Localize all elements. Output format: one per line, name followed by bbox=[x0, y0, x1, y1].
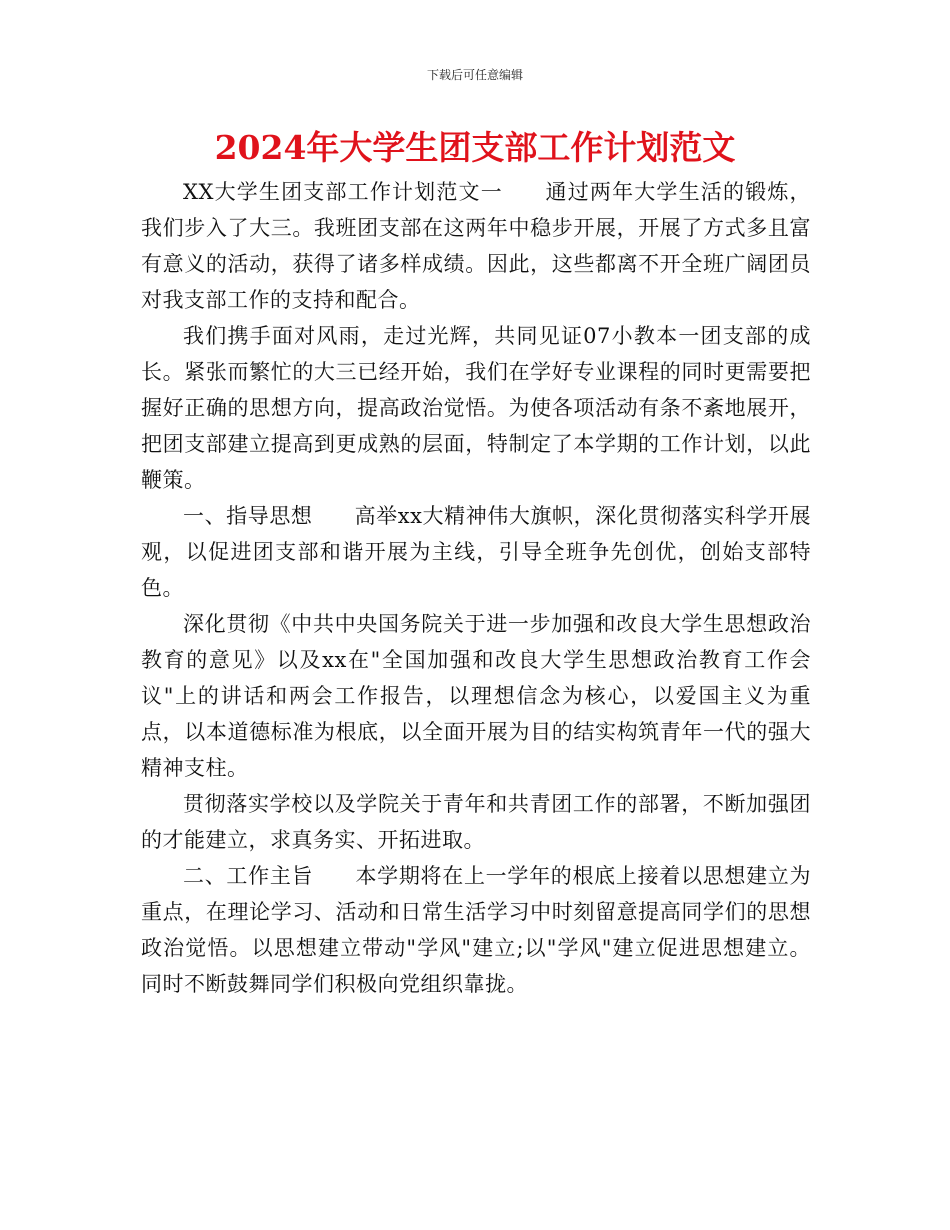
paragraph-intro bbox=[141, 174, 811, 318]
paragraph-text: 高举xx大精神伟大旗帜，深化贯彻落实科学开展观，以促进团支部和谐开展为主线，引导全班争先创优，创始支部特色。 bbox=[141, 504, 811, 600]
paragraph-implementation bbox=[141, 606, 811, 786]
paragraph-deployment bbox=[141, 786, 811, 858]
paragraph-lead: XX大学生团支部工作计划范文一 bbox=[183, 180, 503, 204]
paragraph-text: 通过两年大学生活的锻炼，我们步入了大三。我班团支部在这两年中稳步开展，开展了方式多且富有意义的活动，获得了诸多样成绩。因此，这些都离不开全班广阔团员对我支部工作的支持和配合。 bbox=[141, 180, 811, 312]
paragraph-work-purpose bbox=[141, 858, 811, 1002]
paragraph-text: 我们携手面对风雨，走过光辉，共同见证07小教本一团支部的成长。紧张而繁忙的大三已经开始，我们在学好专业课程的同时更需要把握好正确的思想方向，提高政治觉悟。为使各项活动有条不紊地展开，把团支部建立提高到更成熟的层面，特制定了本学期的工作计划，以此鞭策。 bbox=[141, 324, 811, 492]
document-title: 2024年大学生团支部工作计划范文 bbox=[214, 128, 736, 167]
paragraph-text: 深化贯彻《中共中央国务院关于进一步加强和改良大学生思想政治教育的意见》以及xx在"全国加强和改良大学生思想政治教育工作会议"上的讲话和两会工作报告，以理想信念为核心，以爱国主义为重点，以本道德标准为根底，以全面开展为目的结实构筑青年一代的强大精神支柱。 bbox=[141, 612, 811, 780]
document-body bbox=[141, 174, 811, 1002]
paragraph-growth bbox=[141, 318, 811, 498]
paragraph-lead: 一、指导思想 bbox=[183, 504, 313, 528]
paragraph-lead: 二、工作主旨 bbox=[183, 864, 314, 888]
paragraph-text: 本学期将在上一学年的根底上接着以思想建立为重点，在理论学习、活动和日常生活学习中时刻留意提高同学们的思想政治觉悟。以思想建立带动"学风"建立;以"学风"建立促进思想建立。同时不断鼓舞同学们积极向党组织靠拢。 bbox=[141, 864, 812, 996]
paragraph-text: 贯彻落实学校以及学院关于青年和共青团工作的部署，不断加强团的才能建立，求真务实、开拓进取。 bbox=[141, 792, 811, 852]
header-note: 下载后可任意编辑 bbox=[426, 68, 523, 82]
paragraph-guiding-thought bbox=[141, 498, 811, 606]
